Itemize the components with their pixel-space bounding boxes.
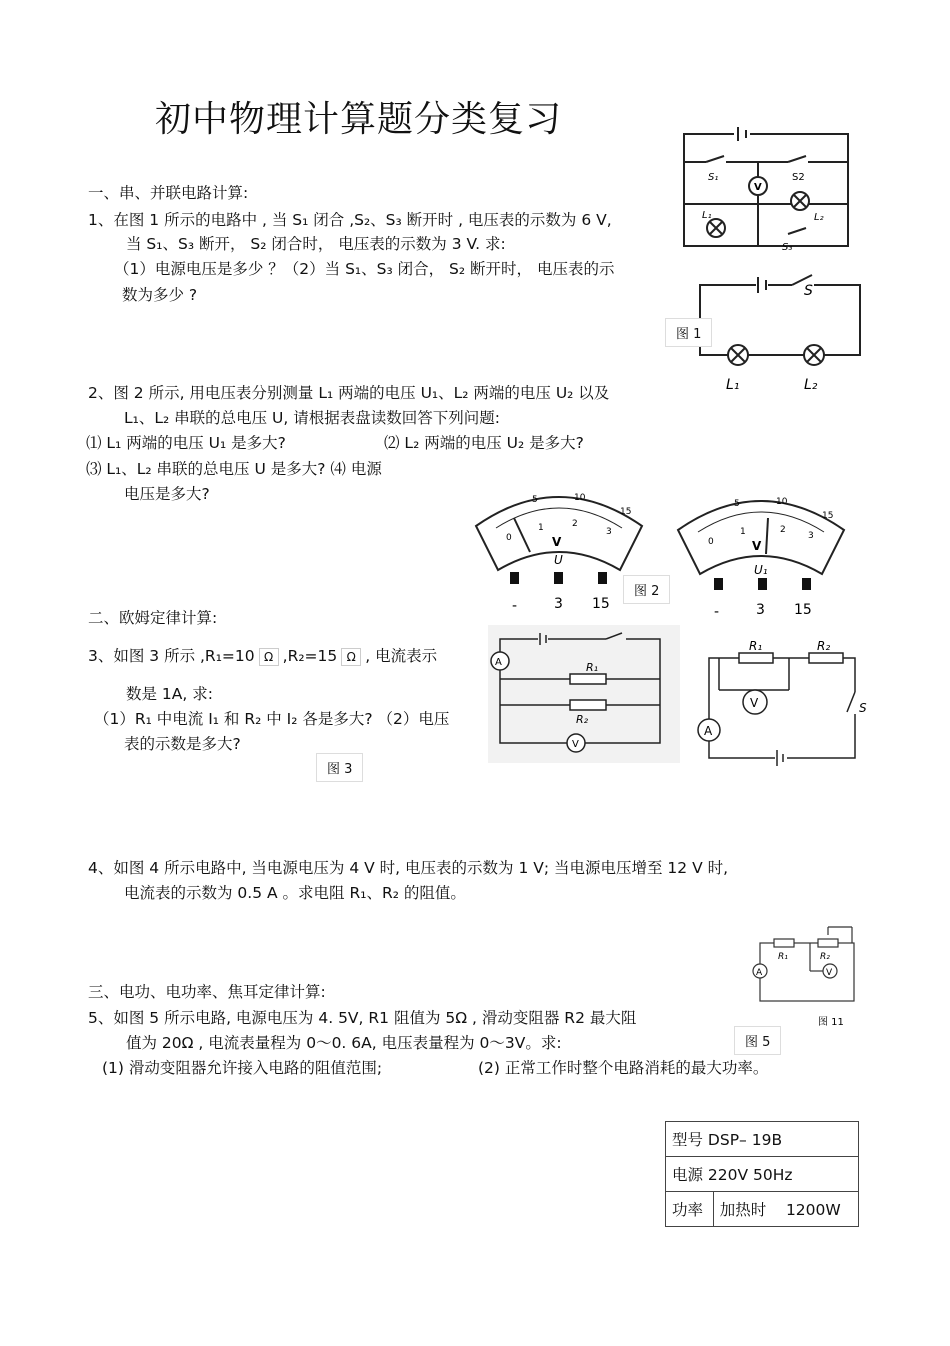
ohm-symbol: Ω bbox=[259, 648, 279, 666]
q5-line-3b: (2) 正常工作时整个电路消耗的最大功率。 bbox=[478, 1059, 769, 1077]
label-r2: R₂ bbox=[820, 952, 830, 962]
q2-line-3a: ⑴ L₁ 两端的电压 U₁ 是多大? bbox=[86, 434, 286, 452]
terminal-3: 3 bbox=[756, 602, 765, 618]
scale-5: 5 bbox=[734, 499, 740, 509]
terminal-15: 15 bbox=[794, 602, 812, 618]
q2-line-5: 电压是多大? bbox=[124, 485, 210, 503]
figure-3-circuit bbox=[488, 625, 680, 763]
spec-power-source: 电源 220V 50Hz bbox=[666, 1157, 859, 1192]
spec-model: 型号 DSP– 19B bbox=[666, 1122, 859, 1157]
label-r1: R₁ bbox=[586, 661, 599, 674]
ammeter-icon: A bbox=[495, 657, 502, 668]
voltmeter-icon: V bbox=[826, 968, 833, 978]
section-heading-2: 二、欧姆定律计算: bbox=[88, 609, 218, 627]
q3-line-1: 3、如图 3 所示 ,R₁=10 Ω ,R₂=15 Ω , 电流表示 bbox=[88, 647, 438, 665]
ohm-symbol: Ω bbox=[341, 648, 361, 666]
voltmeter-icon: V bbox=[752, 539, 762, 553]
scale-10: 10 bbox=[574, 493, 586, 503]
spec-power-label: 功率 bbox=[666, 1192, 714, 1227]
spec-table bbox=[665, 1121, 859, 1227]
voltmeter-icon: V bbox=[754, 182, 762, 193]
scale-5: 5 bbox=[532, 495, 538, 505]
q2-line-2: L₁、L₂ 串联的总电压 U, 请根据表盘读数回答下列问题: bbox=[124, 409, 500, 427]
q3-line-4: 表的示数是多大? bbox=[124, 735, 241, 753]
figure-1-label: 图 1 bbox=[665, 318, 712, 347]
terminal-3: 3 bbox=[554, 596, 563, 612]
q5-line-1: 5、如图 5 所示电路, 电源电压为 4. 5V, R1 阻值为 5Ω , 滑动变阻器 R2 最大阻 bbox=[88, 1009, 637, 1027]
figure-4-circuit bbox=[695, 630, 871, 768]
scale-0: 0 bbox=[708, 537, 714, 547]
spec-heating: 加热时 1200W bbox=[713, 1192, 858, 1227]
label-s3: S₃ bbox=[782, 242, 793, 253]
scale-1: 1 bbox=[538, 523, 544, 533]
q5-line-2: 值为 20Ω , 电流表量程为 0～0. 6A, 电压表量程为 0～3V。求: bbox=[126, 1034, 562, 1052]
figure-3-label: 图 3 bbox=[316, 753, 363, 782]
section-heading-3: 三、电功、电功率、焦耳定律计算: bbox=[88, 983, 326, 1001]
q1-line-4: 数为多少 ? bbox=[122, 286, 198, 304]
q3-line-2: 数是 1A, 求: bbox=[126, 685, 213, 703]
page-title: 初中物理计算题分类复习 bbox=[155, 99, 563, 140]
label-r2: R₂ bbox=[817, 639, 831, 653]
label-s1: S₁ bbox=[708, 172, 719, 183]
scale-10: 10 bbox=[776, 497, 788, 507]
scale-2: 2 bbox=[572, 519, 578, 529]
q2-line-1: 2、图 2 所示, 用电压表分别测量 L₁ 两端的电压 U₁、L₂ 两端的电压 U₂ 以及 bbox=[88, 384, 610, 402]
q5-line-3a: (1) 滑动变阻器允许接入电路的阻值范围; bbox=[102, 1059, 383, 1077]
ammeter-icon: A bbox=[704, 724, 713, 738]
label-s: S bbox=[804, 283, 813, 299]
terminal-15: 15 bbox=[592, 596, 610, 612]
scale-3: 3 bbox=[808, 531, 814, 541]
scale-3: 3 bbox=[606, 527, 612, 537]
figure-2-meter-u1 bbox=[672, 482, 850, 622]
terminal-minus: - bbox=[512, 598, 518, 614]
q1-line-1: 1、在图 1 所示的电路中 , 当 S₁ 闭合 ,S₂、S₃ 断开时 , 电压表的示数为 6 V, bbox=[88, 211, 612, 229]
scale-2: 2 bbox=[780, 525, 786, 535]
label-r2: R₂ bbox=[576, 713, 589, 726]
meter-label-u1: U₁ bbox=[754, 563, 768, 577]
figure-5-circuit bbox=[748, 915, 884, 1031]
q1-line-2: 当 S₁、S₃ 断开， S₂ 闭合时， 电压表的示数为 3 V. 求: bbox=[126, 235, 506, 253]
q4-line-2: 电流表的示数为 0.5 A 。求电阻 R₁、R₂ 的阻值。 bbox=[124, 884, 466, 902]
figure-5-label: 图 5 bbox=[734, 1026, 781, 1055]
scale-1: 1 bbox=[740, 527, 746, 537]
q2-line-4: ⑶ L₁、L₂ 串联的总电压 U 是多大? ⑷ 电源 bbox=[86, 460, 382, 478]
label-r1: R₁ bbox=[749, 639, 763, 653]
figure-5-tag: 图 11 bbox=[818, 1017, 844, 1028]
label-l1: L₁ bbox=[726, 377, 740, 393]
figure-1-circuit-a bbox=[678, 124, 854, 254]
label-s2: S2 bbox=[792, 172, 805, 183]
figure-2-meter-u bbox=[470, 478, 648, 618]
voltmeter-icon: V bbox=[750, 696, 759, 710]
figure-1-circuit-b bbox=[696, 265, 868, 395]
ammeter-icon: A bbox=[756, 968, 763, 978]
figure-2-label: 图 2 bbox=[623, 575, 670, 604]
q1-line-3: （1）电源电压是多少 ？（2）当 S₁、S₃ 闭合， S₂ 断开时， 电压表的示 bbox=[114, 260, 615, 278]
meter-label-u: U bbox=[554, 553, 563, 567]
label-l2: L₂ bbox=[804, 377, 818, 393]
scale-15: 15 bbox=[620, 507, 632, 517]
q4-line-1: 4、如图 4 所示电路中, 当电源电压为 4 V 时, 电压表的示数为 1 V; 当电源电压增至 12 V 时, bbox=[88, 859, 729, 877]
label-r1: R₁ bbox=[778, 952, 788, 962]
voltmeter-icon: V bbox=[552, 535, 562, 549]
label-s: S bbox=[859, 701, 867, 715]
terminal-minus: - bbox=[714, 604, 720, 620]
q2-line-3b: ⑵ L₂ 两端的电压 U₂ 是多大? bbox=[384, 434, 584, 452]
label-l1: L₁ bbox=[702, 210, 712, 221]
scale-0: 0 bbox=[506, 533, 512, 543]
section-heading-1: 一、串、并联电路计算: bbox=[88, 184, 249, 202]
scale-15: 15 bbox=[822, 511, 834, 521]
voltmeter-icon: V bbox=[572, 739, 579, 750]
q3-line-3: （1）R₁ 中电流 I₁ 和 R₂ 中 I₂ 各是多大? （2）电压 bbox=[94, 710, 450, 728]
label-l2: L₂ bbox=[814, 212, 824, 223]
